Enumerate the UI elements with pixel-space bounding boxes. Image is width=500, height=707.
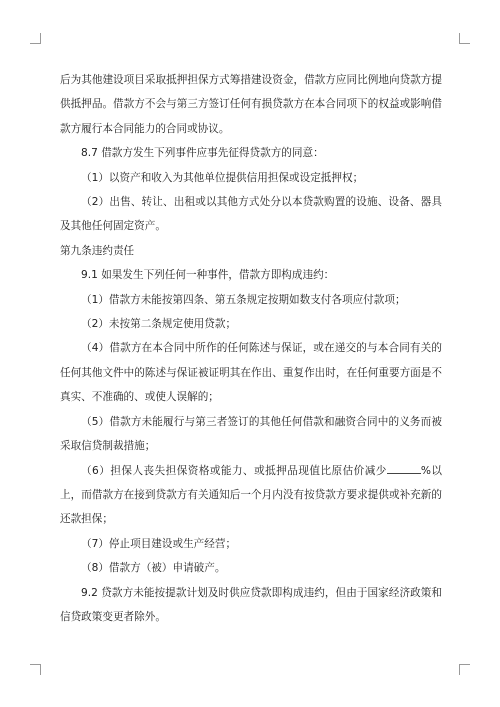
crop-mark-top-left [30, 33, 41, 44]
clause-9-1-item-6-before: （6）担保人丧失担保资格或能力、或抵押品现值比原估价减少 [81, 464, 387, 477]
clause-9-1-item-2: （2）未按第二条规定使用贷款； [81, 318, 237, 331]
crop-mark-bottom-right [459, 664, 470, 675]
clause-9-2: 9.2 贷款方未能按提款计划及时供应贷款即构成违约，但由于国家经济政策和信贷政策变更者除外。 [60, 586, 442, 623]
clause-9-1-item-8: （8）借款方（被）申请破产。 [81, 562, 226, 575]
clause-9-1-item-7: （7）停止项目建设或生产经营； [81, 537, 237, 550]
clause-9-1-item-6-after: %以上，而借款方在接到贷款方有关通知后一个月内没有按贷款方要求提供或补充新的还款担保； [60, 464, 442, 526]
paragraph-continuation: 后为其他建设项目采取抵押担保方式筹措建设资金，借款方应同比例地向贷款方提供抵押品。借款方不会与第三方签订任何有损贷款方在本合同项下的权益或影响借款方履行本合同能力的合同或协议。 [60, 74, 442, 135]
clause-9-1-item-1: （1）借款方未能按第四条、第五条规定按期如数支付各项应付款项； [81, 293, 406, 306]
clause-9-1-item-6 [60, 459, 442, 532]
clause-8-7: 8.7 借款方发生下列事件应事先征得贷款方的同意： [81, 147, 324, 160]
clause-8-7-item-1: （1）以资产和收入为其他单位提供信用担保或设定抵押权； [81, 171, 364, 184]
section-heading-9: 第九条违约责任 [60, 244, 135, 257]
crop-mark-top-right [459, 33, 470, 44]
crop-mark-bottom-left [30, 664, 41, 675]
clause-9-1-item-5: （5）借款方未能履行与第三者签订的其他任何借款和融资合同中的义务而被采取信贷制裁措施； [60, 415, 442, 453]
document-body [60, 68, 442, 629]
clause-9-1: 9.1 如果发生下列任何一种事件，借款方即构成违约： [81, 269, 335, 282]
clause-8-7-item-2: （2）出售、转让、出租或以其他方式处分以本贷款购置的设施、设备、器具及其他任何固定资产。 [60, 196, 442, 233]
clause-9-1-item-4: （4）借款方在本合同中所作的任何陈述与保证，或在递交的与本合同有关的任何其他文件中的陈述与保证被证明其在作出、重复作出时，在任何重要方面是不真实、不准确的、或使人误解的； [60, 342, 442, 404]
fill-in-blank[interactable] [387, 463, 421, 474]
